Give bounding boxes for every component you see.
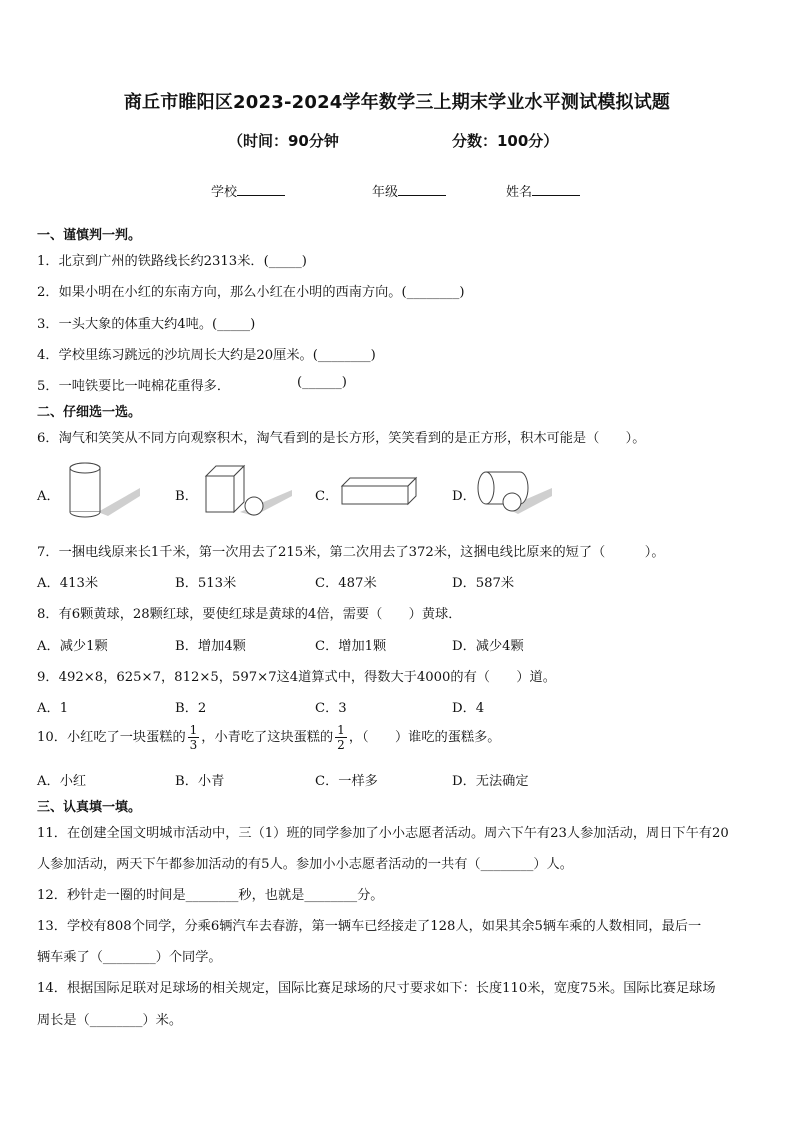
q8-option-a[interactable]: A．减少1颗 — [37, 639, 108, 654]
question-14-line-2: 周长是（________）米。 — [37, 1013, 183, 1028]
question-4: 4．学校里练习跳远的沙坑周长大约是20厘米。(________) — [37, 348, 376, 363]
question-11-line-2: 人参加活动，两天下午都参加活动的有5人。参加小小志愿者活动的一共有（________）人。 — [37, 857, 573, 872]
question-12: 12．秒针走一圈的时间是________秒，也就是________分。 — [37, 888, 384, 903]
q8-option-d[interactable]: D．减少4颗 — [452, 639, 524, 654]
score-label: 分数：100分） — [452, 132, 559, 150]
cuboid-long-icon — [338, 474, 423, 510]
question-5: 5．一吨铁要比一吨棉花重得多． — [37, 379, 231, 394]
question-13-line-2: 辆车乘了（________）个同学。 — [37, 950, 222, 965]
grade-label: 年级 — [372, 185, 399, 200]
page-title: 商丘市睢阳区2023-2024学年数学三上期末学业水平测试模拟试题 — [123, 92, 671, 113]
q7-option-b[interactable]: B．513米 — [175, 576, 237, 591]
q10-option-c[interactable]: C．一样多 — [315, 774, 378, 789]
q9-option-d[interactable]: D．4 — [452, 701, 485, 716]
question-11-line-1: 11．在创建全国文明城市活动中，三（1）班的同学参加了小小志愿者活动。周六下午有23人参加活动，周日下午有20 — [37, 826, 729, 841]
cylinder-upright-icon — [62, 460, 142, 520]
question-1: 1．北京到广州的铁路线长约2313米．(_____) — [37, 254, 307, 269]
q10-text-3: ，（ ）谁吃的蛋糕多。 — [348, 730, 501, 745]
q10-text-1: 10．小红吃了一块蛋糕的 — [37, 730, 186, 745]
fraction-one-half — [335, 723, 347, 752]
question-13-line-1: 13．学校有808个同学，分乘6辆汽车去春游，第一辆车已经接走了128人，如果其余5辆车乘的人数相同，最后一 — [37, 919, 702, 934]
cube-with-ball-icon — [200, 462, 295, 520]
fraction-numerator: 1 — [189, 723, 198, 737]
q9-option-a[interactable]: A．1 — [37, 701, 69, 716]
name-label: 姓名 — [506, 185, 533, 200]
question-3: 3．一头大象的体重大约4吨。(_____) — [37, 317, 256, 332]
question-6: 6．淘气和笑笑从不同方向观察积木，淘气看到的是长方形，笑笑看到的是正方形，积木可能是（ ）。 — [37, 431, 646, 446]
section-heading-1: 一、谨慎判一判。 — [37, 228, 142, 243]
q10-text-2: ，小青吃了这块蛋糕的 — [201, 730, 334, 745]
q6-option-c[interactable]: C． — [315, 489, 339, 504]
time-label: （时间：90分钟 — [228, 132, 339, 150]
fraction-numerator: 1 — [337, 723, 345, 737]
q10-option-d[interactable]: D．无法确定 — [452, 774, 529, 789]
question-7: 7．一捆电线原来长1千米，第一次用去了215米，第二次用去了372米，这捆电线比原来的短了（ ）。 — [37, 545, 665, 560]
q9-option-c[interactable]: C．3 — [315, 701, 347, 716]
q8-option-b[interactable]: B．增加4颗 — [175, 639, 246, 654]
question-10 — [37, 723, 500, 752]
q6-option-d[interactable]: D． — [452, 489, 476, 504]
question-2: 2．如果小明在小红的东南方向，那么小红在小明的西南方向。(________) — [37, 285, 465, 300]
fraction-one-third — [188, 723, 200, 752]
q7-option-d[interactable]: D．587米 — [452, 576, 515, 591]
question-8: 8．有6颗黄球，28颗红球，要使红球是黄球的4倍，需要（ ）黄球． — [37, 607, 462, 622]
q10-option-b[interactable]: B．小青 — [175, 774, 225, 789]
school-blank[interactable] — [237, 182, 285, 196]
grade-field[interactable] — [372, 181, 446, 200]
q7-option-c[interactable]: C．487米 — [315, 576, 377, 591]
q8-option-c[interactable]: C．增加1颗 — [315, 639, 387, 654]
q6-option-b[interactable]: B． — [175, 489, 198, 504]
fraction-denominator: 2 — [337, 738, 345, 752]
question-9: 9．492×8，625×7，812×5，597×7这4道算式中，得数大于4000的有（ ）道。 — [37, 670, 556, 685]
school-field[interactable] — [211, 181, 285, 200]
grade-blank[interactable] — [398, 182, 446, 196]
q6-option-a[interactable]: A． — [37, 489, 60, 504]
q9-option-b[interactable]: B．2 — [175, 701, 207, 716]
q10-option-a[interactable]: A．小红 — [37, 774, 87, 789]
section-heading-2: 二、仔细选一选。 — [37, 405, 142, 420]
section-heading-3: 三、认真填一填。 — [37, 800, 142, 815]
question-5-blank[interactable]: (______) — [297, 375, 347, 390]
school-label: 学校 — [211, 185, 238, 200]
name-field[interactable] — [506, 181, 580, 200]
question-14-line-1: 14．根据国际足联对足球场的相关规定，国际比赛足球场的尺寸要求如下：长度110米，宽度75米。国际比赛足球场 — [37, 981, 716, 996]
cylinder-lying-with-ball-icon — [476, 466, 556, 518]
fraction-denominator: 3 — [189, 738, 198, 752]
name-blank[interactable] — [532, 182, 580, 196]
q7-option-a[interactable]: A．413米 — [37, 576, 99, 591]
